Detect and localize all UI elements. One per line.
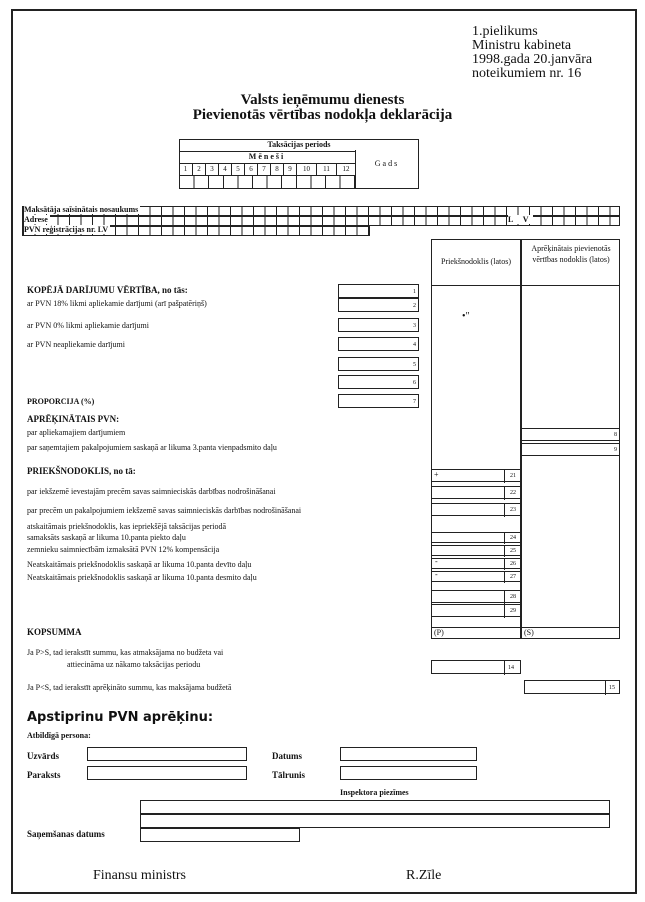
field-row-2[interactable]: 2	[338, 298, 419, 312]
inspector-notes-field[interactable]	[140, 800, 610, 814]
input-tax-row24a-label: atskaitāmais priekšnodoklis, kas iepriekšējā taksācijas periodā	[27, 522, 227, 531]
field-row-29[interactable]: 29	[431, 604, 521, 617]
proportion-label: PROPORCIJA (%)	[27, 397, 95, 406]
calc-vat-title: APRĒĶINĀTAIS PVN:	[27, 414, 120, 424]
month-cell[interactable]: 11	[316, 164, 336, 175]
date-input[interactable]	[340, 747, 477, 761]
field-row-15[interactable]: 15	[524, 680, 620, 694]
surname-label: Uzvārds	[27, 751, 59, 761]
surname-input[interactable]	[87, 747, 247, 761]
month-cell[interactable]: 6	[244, 164, 257, 175]
field-row-26[interactable]: - 26	[431, 558, 521, 569]
input-tax-row22-label: par iekšzemē ievestajām precēm savas saimnieciskās darbības nodrošināšanai	[27, 487, 276, 496]
received-date-label: Saņemšanas datums	[27, 829, 105, 839]
month-cell[interactable]: 3	[205, 164, 218, 175]
month-cell[interactable]: 9	[283, 164, 296, 175]
phone-input[interactable]	[340, 766, 477, 780]
month-cell[interactable]: 10	[296, 164, 316, 175]
month-cell[interactable]: 1	[183, 165, 188, 173]
confirm-title: Apstiprinu PVN aprēķinu:	[27, 710, 214, 725]
year-label: Gads	[374, 159, 400, 168]
country-code: L V	[508, 215, 533, 224]
field-row-8[interactable]: 8	[521, 428, 620, 441]
field-row-23[interactable]: 23	[431, 503, 521, 516]
field-total-s[interactable]	[521, 627, 620, 639]
field-row-24[interactable]: 24	[431, 532, 521, 543]
total-row4-label: ar PVN neapliekamie darījumi	[27, 340, 125, 349]
field-row-27[interactable]: - 27	[431, 571, 521, 582]
field-row-7[interactable]: 7	[338, 394, 419, 408]
month-cell[interactable]: 8	[270, 164, 283, 175]
minus-mark: -	[435, 570, 438, 579]
summary-title: KOPSUMMA	[27, 627, 82, 637]
field-row-1[interactable]: 1	[338, 284, 419, 298]
input-tax-row23-label: par precēm un pakalpojumiem iekšzemē savas saimnieciskās darbības nodrošināšanai	[27, 506, 302, 515]
calc-vat-row9-label: par saņemtajiem pakalpojumiem saskaņā ar likuma 3.panta vienpadsmito daļu	[27, 443, 277, 452]
month-cell[interactable]: 4	[218, 164, 231, 175]
plus-mark: +	[434, 470, 439, 479]
received-date-input[interactable]	[140, 828, 300, 842]
minus-mark: -	[435, 557, 438, 566]
header-ref-line4: noteikumiem nr. 16	[472, 66, 582, 81]
month-cell[interactable]: 7	[257, 164, 270, 175]
taxpayer-name-label: Maksātāja saīsinātais nosaukums	[24, 205, 139, 214]
month-checkbox-row	[179, 176, 355, 189]
field-row-21[interactable]: + 21	[431, 469, 521, 482]
input-tax-title: PRIEKŠNODOKLIS, no tā:	[27, 466, 136, 476]
month-cell[interactable]: 2	[192, 164, 205, 175]
header-ref-line3: 1998.gada 20.janvāra	[472, 52, 593, 67]
col-input-tax-header: Priekšnodoklis (latos)	[441, 257, 511, 266]
period-title: Taksācijas periods	[267, 140, 331, 149]
field-row-6[interactable]: 6	[338, 375, 419, 389]
responsible-person-label: Atbildīgā persona:	[27, 731, 91, 740]
p-gt-s-line1: Ja P>S, tad ierakstīt summu, kas atmaksājama no budžeta vai	[27, 648, 224, 657]
p-gt-s-line2: attiecināma uz nākamo taksācijas periodu	[67, 660, 201, 669]
month-cell[interactable]: 12	[336, 164, 355, 175]
field-row-14[interactable]: 14	[431, 660, 521, 674]
input-tax-row26-label: Neatskaitāmais priekšnodoklis saskaņā ar likuma 10.panta devīto daļu	[27, 560, 252, 569]
footer-minister-name: R.Zīle	[406, 868, 442, 883]
field-row-9[interactable]: 9	[521, 443, 620, 456]
phone-label: Tālrunis	[272, 770, 306, 780]
field-row-3[interactable]: 3	[338, 318, 419, 332]
total-section-title: KOPĒJĀ DARĪJUMU VĒRTĪBA, no tās:	[27, 285, 188, 295]
input-tax-row25-label: zemnieku saimniecībām izmaksātā PVN 12% kompensācija	[27, 545, 220, 554]
taxpayer-reg-label: PVN reģistrācijas nr. LV	[24, 225, 109, 234]
form-title: Valsts ieņēmumu dienests	[240, 92, 405, 108]
signature-label: Paraksts	[27, 770, 61, 780]
total-row3-label: ar PVN 0% likmi apliekamie darījumi	[27, 321, 149, 330]
inspector-notes-label: Inspektora piezīmes	[340, 788, 409, 797]
month-cell[interactable]: 5	[231, 164, 244, 175]
field-row-28[interactable]: 28	[431, 590, 521, 603]
date-label: Datums	[272, 751, 303, 761]
field-row-25[interactable]: 25	[431, 545, 521, 556]
form-subtitle: Pievienotās vērtības nodokļa deklarācija	[192, 107, 453, 123]
scan-speck: •″	[462, 311, 470, 322]
total-row1-label: ar PVN 18% likmi apliekamie darījumi (arī pašpatēriņš)	[27, 299, 207, 308]
header-ref-line1: 1.pielikums	[472, 24, 538, 39]
inspector-notes-field[interactable]	[140, 814, 610, 828]
months-label: Mēneši	[248, 152, 286, 161]
field-total-p[interactable]	[431, 627, 521, 639]
s-label: (S)	[524, 628, 534, 637]
field-row-22[interactable]: 22	[431, 486, 521, 499]
input-tax-row24b-label: samaksāts saskaņā ar likuma 10.panta piekto daļu	[27, 533, 186, 542]
p-lt-s-line: Ja P<S, tad ierakstīt aprēķināto summu, kas maksājama budžetā	[27, 683, 232, 692]
months-row	[179, 164, 355, 175]
calc-vat-row8-label: par apliekamajiem darījumiem	[27, 428, 126, 437]
field-row-4[interactable]: 4	[338, 337, 419, 351]
col-calc-tax-header: Aprēķinātais pievienotās vērtības nodoklis (latos)	[531, 244, 611, 264]
input-tax-row27-label: Neatskaitāmais priekšnodoklis saskaņā ar likuma 10.panta desmito daļu	[27, 573, 257, 582]
p-label: (P)	[434, 628, 444, 637]
field-row-5[interactable]: 5	[338, 357, 419, 371]
footer-minister: Finansu ministrs	[93, 868, 186, 883]
taxpayer-address-label: Adrese	[24, 215, 48, 224]
signature-input[interactable]	[87, 766, 247, 780]
header-ref-line2: Ministru kabineta	[472, 38, 572, 53]
